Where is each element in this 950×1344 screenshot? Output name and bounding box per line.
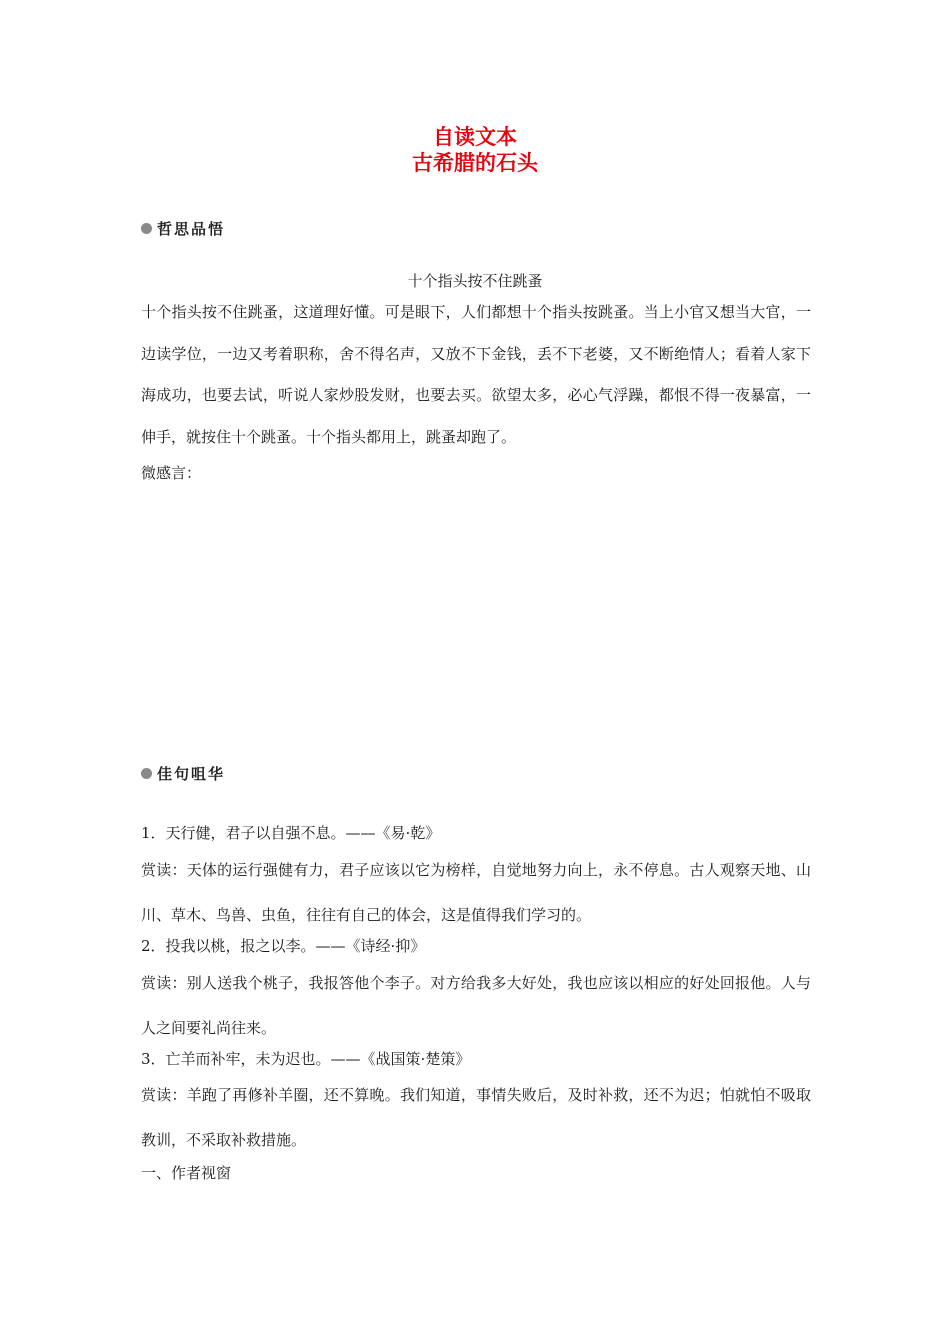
bullet-icon (141, 223, 152, 234)
section-heading-quotes (141, 763, 225, 784)
essay-title: 十个指头按不住跳蚤 (407, 272, 543, 290)
bullet-icon (141, 768, 152, 779)
author-window-heading: 一、作者视窗 (141, 1164, 232, 1182)
title-line-2: 古希腊的石头 (412, 151, 538, 175)
section-heading-philosophy (141, 218, 225, 239)
quote-item-1: 1．天行健，君子以自强不息。——《易·乾》 (141, 824, 441, 842)
quote-comment-1: 赏读：天体的运行强健有力，君子应该以它为榜样，自觉地努力向上，永不停息。古人观察天地、山川、草木、鸟兽、虫鱼，往往有自己的体会，这是值得我们学习的。 (141, 861, 811, 924)
essay-body: 十个指头按不住跳蚤，这道理好懂。可是眼下，人们都想十个指头按跳蚤。当上小官又想当大官，一边读学位，一边又考着职称，舍不得名声，又放不下金钱，丢不下老婆，又不断绝情人；看着人家下海成功，也要去试，听说人家炒股发财，也要去买。欲望太多，必心气浮躁，都恨不得一夜暴富，一伸手，就按住十个跳蚤。十个指头都用上，跳蚤却跑了。 (141, 303, 811, 446)
section-heading-label: 哲思品悟 (157, 220, 226, 238)
title-line-1: 自读文本 (433, 125, 517, 149)
quote-comment-3: 赏读：羊跑了再修补羊圈，还不算晚。我们知道，事情失败后，及时补救，还不为迟；怕就怕不吸取教训，不采取补救措施。 (141, 1086, 811, 1149)
quote-item-2: 2．投我以桃，报之以李。——《诗经·抑》 (141, 937, 426, 955)
document-title (0, 124, 950, 176)
reflection-label: 微感言： (141, 464, 202, 482)
section-heading-label: 佳句咀华 (157, 765, 226, 783)
quote-comment-2: 赏读：别人送我个桃子，我报答他个李子。对方给我多大好处，我也应该以相应的好处回报他。人与人之间要礼尚往来。 (141, 974, 811, 1037)
quote-item-3: 3．亡羊而补牢，未为迟也。——《战国策·楚策》 (141, 1050, 471, 1068)
